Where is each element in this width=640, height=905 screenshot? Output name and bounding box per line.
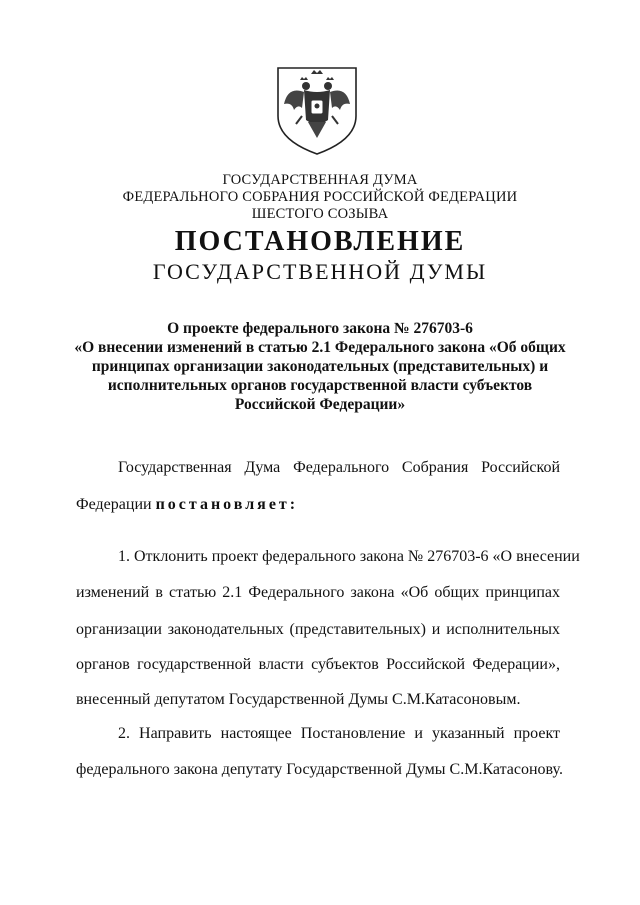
bill-title-line: исполнительных органов государственной власти субъектов [107, 377, 533, 394]
item2-line: федерального закона депутату Государственной Думы С.М.Катасонову. [76, 761, 563, 778]
item1-line: органов государственной власти субъектов Российской Федерации», [76, 656, 560, 673]
decision-verb: постановляет: [155, 496, 299, 513]
bill-title-line: Российской Федерации» [234, 396, 406, 413]
preamble-line: Государственная Дума Федерального Собрания Российской [118, 459, 560, 476]
item1-line: 1. Отклонить проект федерального закона № 276703-6 «О внесении [118, 548, 580, 565]
item1-line: изменений в статью 2.1 Федерального закона «Об общих принципах [76, 584, 560, 601]
coat-of-arms-emblem [274, 64, 360, 156]
bill-title-line: О проекте федерального закона № 276703-6 [167, 320, 473, 337]
parliament-name: ГОСУДАРСТВЕННАЯ ДУМА [222, 172, 418, 188]
document-title: ПОСТАНОВЛЕНИЕ [174, 226, 466, 257]
item2-line: 2. Направить настоящее Постановление и указанный проект [118, 725, 560, 742]
preamble-line [76, 496, 560, 514]
item1-line: внесенный депутатом Государственной Думы С.М.Катасоновым. [76, 691, 521, 708]
parliament-body: ФЕДЕРАЛЬНОГО СОБРАНИЯ РОССИЙСКОЙ ФЕДЕРАЦИИ [122, 189, 518, 205]
document-subtitle: ГОСУДАРСТВЕННОЙ ДУМЫ [152, 259, 488, 284]
convocation: ШЕСТОГО СОЗЫВА [251, 206, 389, 222]
bill-title-line: принципах организации законодательных (представительных) и [91, 358, 549, 375]
item1-line: организации законодательных (представительных) и исполнительных [76, 621, 560, 638]
preamble-text: Федерации [76, 496, 156, 513]
bill-title-line: «О внесении изменений в статью 2.1 Федерального закона «Об общих [74, 339, 566, 356]
